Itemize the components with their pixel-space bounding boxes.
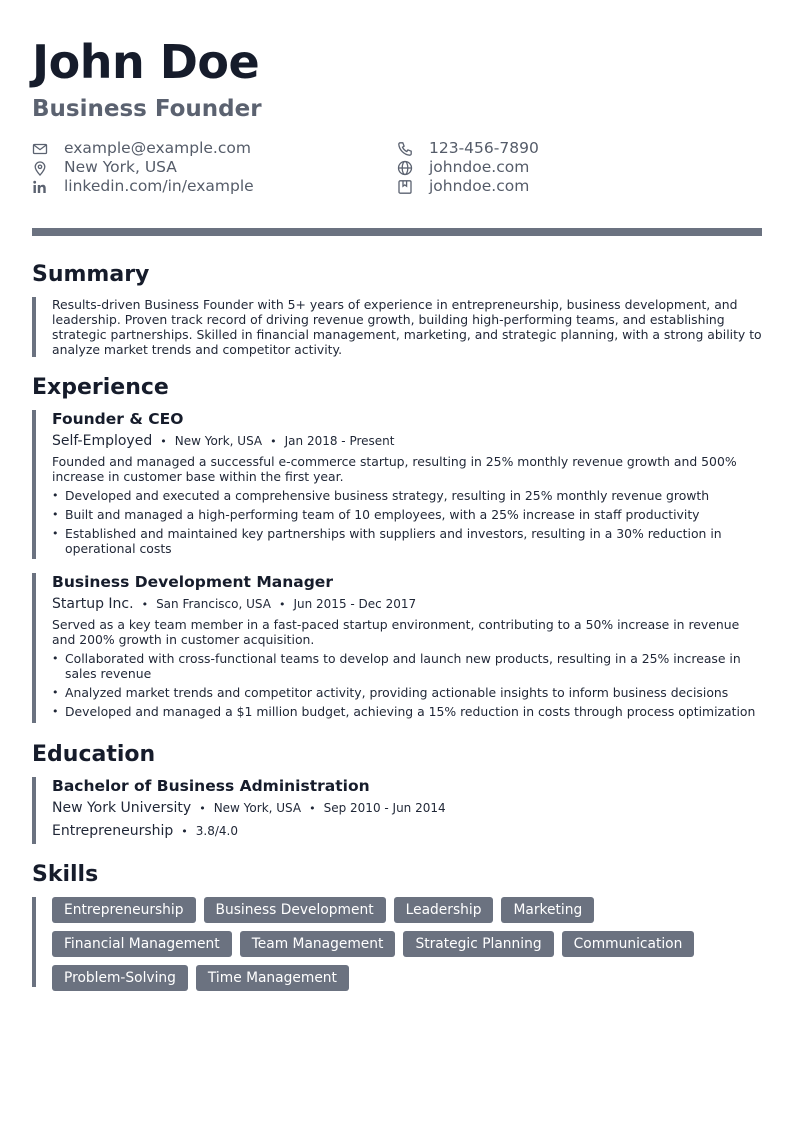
portfolio-text[interactable]: johndoe.com <box>429 177 530 195</box>
linkedin-text[interactable]: linkedin.com/in/example <box>64 177 254 195</box>
separator-dot: • <box>181 825 188 838</box>
location-pin-icon <box>32 160 48 176</box>
mail-icon <box>32 141 48 157</box>
skill-chip: Communication <box>562 931 695 957</box>
skill-chip: Leadership <box>394 897 494 923</box>
job-title: Founder & CEO <box>52 410 184 428</box>
phone-text[interactable]: 123-456-7890 <box>429 139 539 157</box>
contact-info <box>32 139 762 199</box>
skill-chip: Business Development <box>204 897 386 923</box>
skill-list <box>52 897 732 991</box>
separator-dot: • <box>270 435 277 448</box>
separator-dot: • <box>199 802 206 815</box>
job-bullet: • Established and maintained key partnerships with suppliers and investors, resulting in a 30% reduction in operational costs <box>52 526 762 556</box>
job-company: Self-Employed <box>52 433 153 449</box>
separator-dot: • <box>160 435 167 448</box>
separator-dot: • <box>309 802 316 815</box>
job-bullets <box>52 651 762 719</box>
job-location: New York, USA <box>174 434 263 448</box>
contact-location <box>32 158 177 177</box>
summary-text: Results-driven Business Founder with 5+ years of experience in entrepreneurship, business development, and leadership. Proven track record of driving revenue growth, building high-performing teams, and establishing strategic partnerships. Skilled in financial management, marketing, and strategic planning, with a strong ability to analyze market trends and competitor activity. <box>52 297 762 357</box>
job-meta <box>52 432 762 451</box>
summary-block <box>32 297 762 357</box>
experience-entry <box>32 573 762 723</box>
skill-chip: Financial Management <box>52 931 232 957</box>
email-text[interactable]: example@example.com <box>64 139 251 157</box>
skill-chip: Team Management <box>240 931 396 957</box>
job-dates: Jun 2015 - Dec 2017 <box>293 597 417 611</box>
school-name: New York University <box>52 800 192 816</box>
job-title: Business Development Manager <box>52 573 333 591</box>
field-of-study: Entrepreneurship <box>52 823 174 839</box>
skills-block <box>32 897 762 987</box>
experience-entry <box>32 410 762 559</box>
school-location: New York, USA <box>213 801 302 815</box>
job-meta <box>52 595 762 614</box>
education-heading: Education <box>32 742 156 767</box>
job-bullet: • Built and managed a high-performing team of 10 employees, with a 25% increase in staff productivity <box>52 507 762 522</box>
gpa: 3.8/4.0 <box>195 824 238 838</box>
job-bullet: • Developed and executed a comprehensive business strategy, resulting in 25% monthly revenue growth <box>52 488 762 503</box>
candidate-title: Business Founder <box>32 96 262 122</box>
job-bullets <box>52 488 762 556</box>
experience-heading: Experience <box>32 375 169 400</box>
separator-dot: • <box>278 598 286 611</box>
skills-heading: Skills <box>32 862 99 887</box>
linkedin-icon <box>32 179 48 195</box>
job-company: Startup Inc. <box>52 596 134 612</box>
job-dates: Jan 2018 - Present <box>284 434 395 448</box>
skill-chip: Entrepreneurship <box>52 897 196 923</box>
education-entry <box>32 777 762 844</box>
skill-chip: Marketing <box>501 897 594 923</box>
contact-email[interactable] <box>32 139 251 158</box>
job-description: Served as a key team member in a fast-paced startup environment, contributing to a 50% increase in revenue and 200% growth in customer acquisition. <box>52 617 740 647</box>
location-text: New York, USA <box>64 158 177 176</box>
header-divider <box>32 228 762 236</box>
summary-heading: Summary <box>32 262 150 287</box>
job-location: San Francisco, USA <box>156 597 271 611</box>
job-bullet: • Analyzed market trends and competitor activity, providing actionable insights to inform business decisions <box>52 685 762 700</box>
contact-portfolio[interactable] <box>397 177 530 196</box>
contact-linkedin[interactable] <box>32 177 254 196</box>
education-meta <box>52 799 762 818</box>
education-detail <box>52 822 762 841</box>
separator-dot: • <box>141 598 149 611</box>
degree-title: Bachelor of Business Administration <box>52 777 370 795</box>
education-dates: Sep 2010 - Jun 2014 <box>323 801 446 815</box>
skill-chip: Strategic Planning <box>403 931 553 957</box>
website-text[interactable]: johndoe.com <box>429 158 530 176</box>
bookmark-icon <box>397 179 413 195</box>
skill-chip: Problem-Solving <box>52 965 188 991</box>
globe-icon <box>397 160 413 176</box>
candidate-name: John Doe <box>32 35 260 89</box>
job-bullet: • Developed and managed a $1 million budget, achieving a 15% reduction in costs through process optimization <box>52 704 762 719</box>
contact-phone[interactable] <box>397 139 539 158</box>
contact-website[interactable] <box>397 158 530 177</box>
job-description: Founded and managed a successful e-commerce startup, resulting in 25% monthly revenue growth and 500% increase in customer base within the first year. <box>52 454 737 484</box>
job-bullet: • Collaborated with cross-functional teams to develop and launch new products, resulting in a 25% increase in sales revenue <box>52 651 762 681</box>
phone-icon <box>397 141 413 157</box>
skill-chip: Time Management <box>196 965 349 991</box>
